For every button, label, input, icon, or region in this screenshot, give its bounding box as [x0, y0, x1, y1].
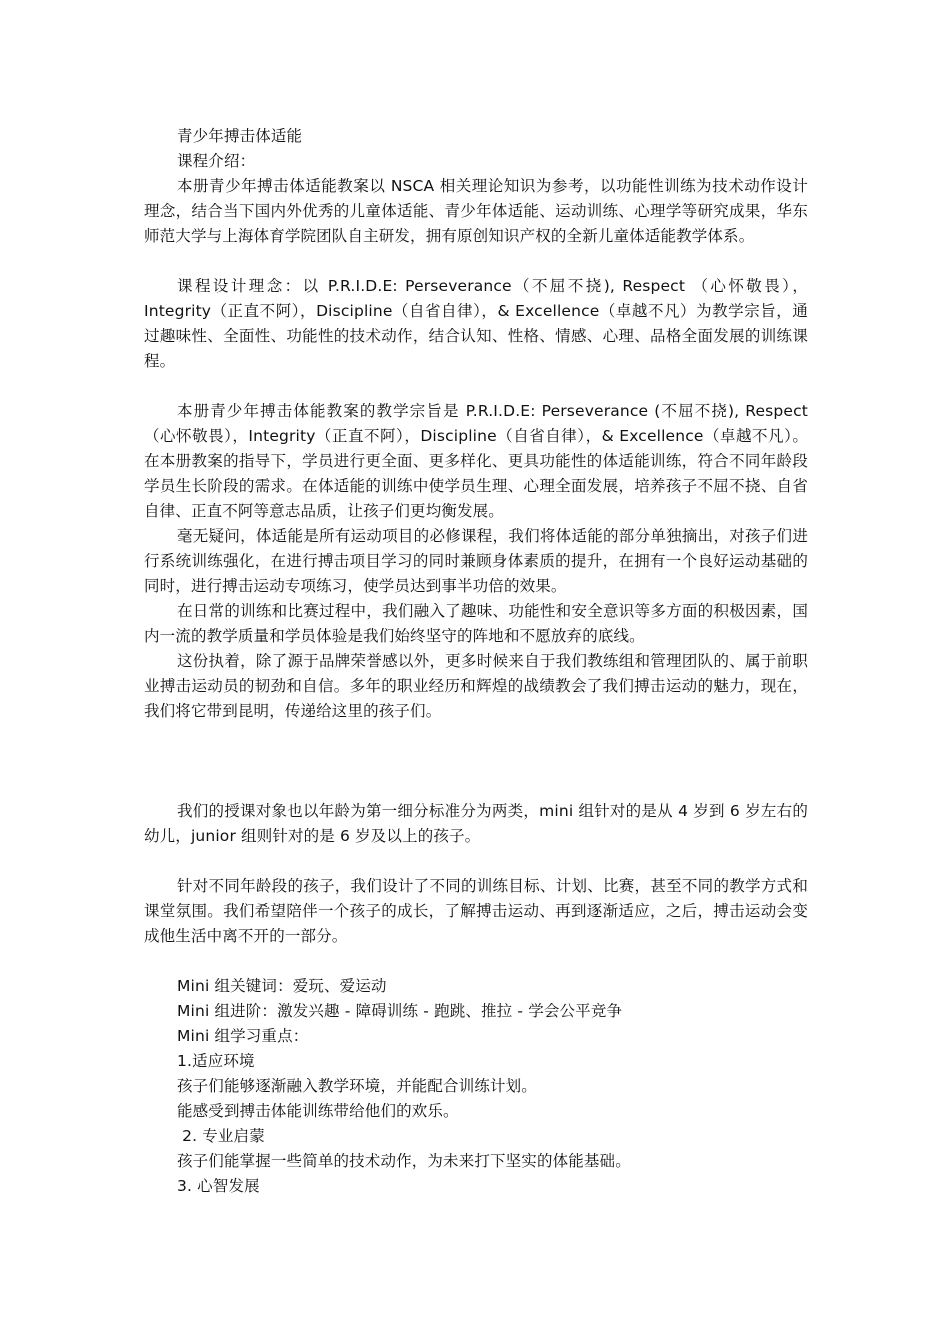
audience-paragraph: 我们的授课对象也以年龄为第一细分标准分为两类，mini 组针对的是从 4 岁到 6 岁左右的幼儿，junior 组则针对的是 6 岁及以上的孩子。: [144, 802, 808, 845]
mini-item2-line1: 孩子们能掌握一些简单的技术动作，为未来打下坚实的体能基础。: [177, 1152, 631, 1170]
paragraph-spacer: [144, 374, 808, 399]
mini-item1-line2: 能感受到搏击体能训练带给他们的欢乐。: [177, 1102, 459, 1120]
mini-progression: Mini 组进阶：激发兴趣 - 障碍训练 - 跑跳、推拉 - 学会公平竞争: [177, 1002, 623, 1020]
mini-item2-heading: 2. 专业启蒙: [177, 1127, 265, 1145]
fitness-paragraph: 毫无疑问，体适能是所有运动项目的必修课程，我们将体适能的部分单独摘出，对孩子们进行系统训练强化，在进行搏击项目学习的同时兼顾身体素质的提升，在拥有一个良好运动基础的同时，进行搏击运动专项练习，使学员达到事半功倍的效果。: [144, 527, 808, 595]
mini-item3-heading: 3. 心智发展: [177, 1177, 260, 1195]
intro-paragraph: 本册青少年搏击体适能教案以 NSCA 相关理论知识为参考，以功能性训练为技术动作设计理念，结合当下国内外优秀的儿童体适能、青少年体适能、运动训练、心理学等研究成果，华东师范大学与上海体育学院团队自主研发，拥有原创知识产权的全新儿童体适能教学体系。: [144, 177, 808, 245]
mini-keywords: Mini 组关键词：爱玩、爱运动: [177, 977, 387, 995]
mini-item1-line1: 孩子们能够逐渐融入教学环境，并能配合训练计划。: [177, 1077, 537, 1095]
document-title: 青少年搏击体适能: [177, 127, 303, 145]
intro-heading: 课程介绍：: [177, 152, 256, 170]
training-paragraph: 在日常的训练和比赛过程中，我们融入了趣味、功能性和安全意识等多方面的积极因素，国内一流的教学质量和学员体验是我们始终坚守的阵地和不愿放弃的底线。: [144, 602, 808, 645]
document-body: [144, 124, 808, 1199]
paragraph-spacer: [144, 849, 808, 874]
mini-focus-heading: Mini 组学习重点：: [177, 1027, 309, 1045]
mini-item1-heading: 1.适应环境: [177, 1052, 255, 1070]
purpose-paragraph: 本册青少年搏击体能教案的教学宗旨是 P.R.I.D.E: Perseverance (不屈不挠), Respect（心怀敬畏），Integrity（正直不阿），Discipline（自省自律），& Excellence（卓越不凡）。在本册教案的指导下，学员进行更全面、更多样化、更具功能性的体适能训练，符合不同年龄段学员生长阶段的需求。在体适能的训练中使学员生理、心理全面发展，培养孩子不屈不挠、自省自律、正直不阿等意志品质，让孩子们更均衡发展。: [144, 402, 808, 520]
section-spacer: [144, 724, 808, 799]
paragraph-spacer: [144, 249, 808, 274]
design-concept-paragraph: 课程设计理念：以 P.R.I.D.E: Perseverance（不屈不挠), Respect （心怀敬畏），Integrity（正直不阿），Discipline（自省自律），& Excellence（卓越不凡）为教学宗旨，通过趣味性、全面性、功能性的技术动作，结合认知、性格、情感、心理、品格全面发展的训练课程。: [144, 277, 808, 370]
goals-paragraph: 针对不同年龄段的孩子，我们设计了不同的训练目标、计划、比赛，甚至不同的教学方式和课堂氛围。我们希望陪伴一个孩子的成长，了解搏击运动、再到逐渐适应，之后，搏击运动会变成他生活中离不开的一部分。: [144, 877, 808, 945]
paragraph-spacer: [144, 949, 808, 974]
persistence-paragraph: 这份执着，除了源于品牌荣誉感以外，更多时候来自于我们教练组和管理团队的、属于前职业搏击运动员的韧劲和自信。多年的职业经历和辉煌的战绩教会了我们搏击运动的魅力，现在，我们将它带到昆明，传递给这里的孩子们。: [144, 652, 808, 720]
